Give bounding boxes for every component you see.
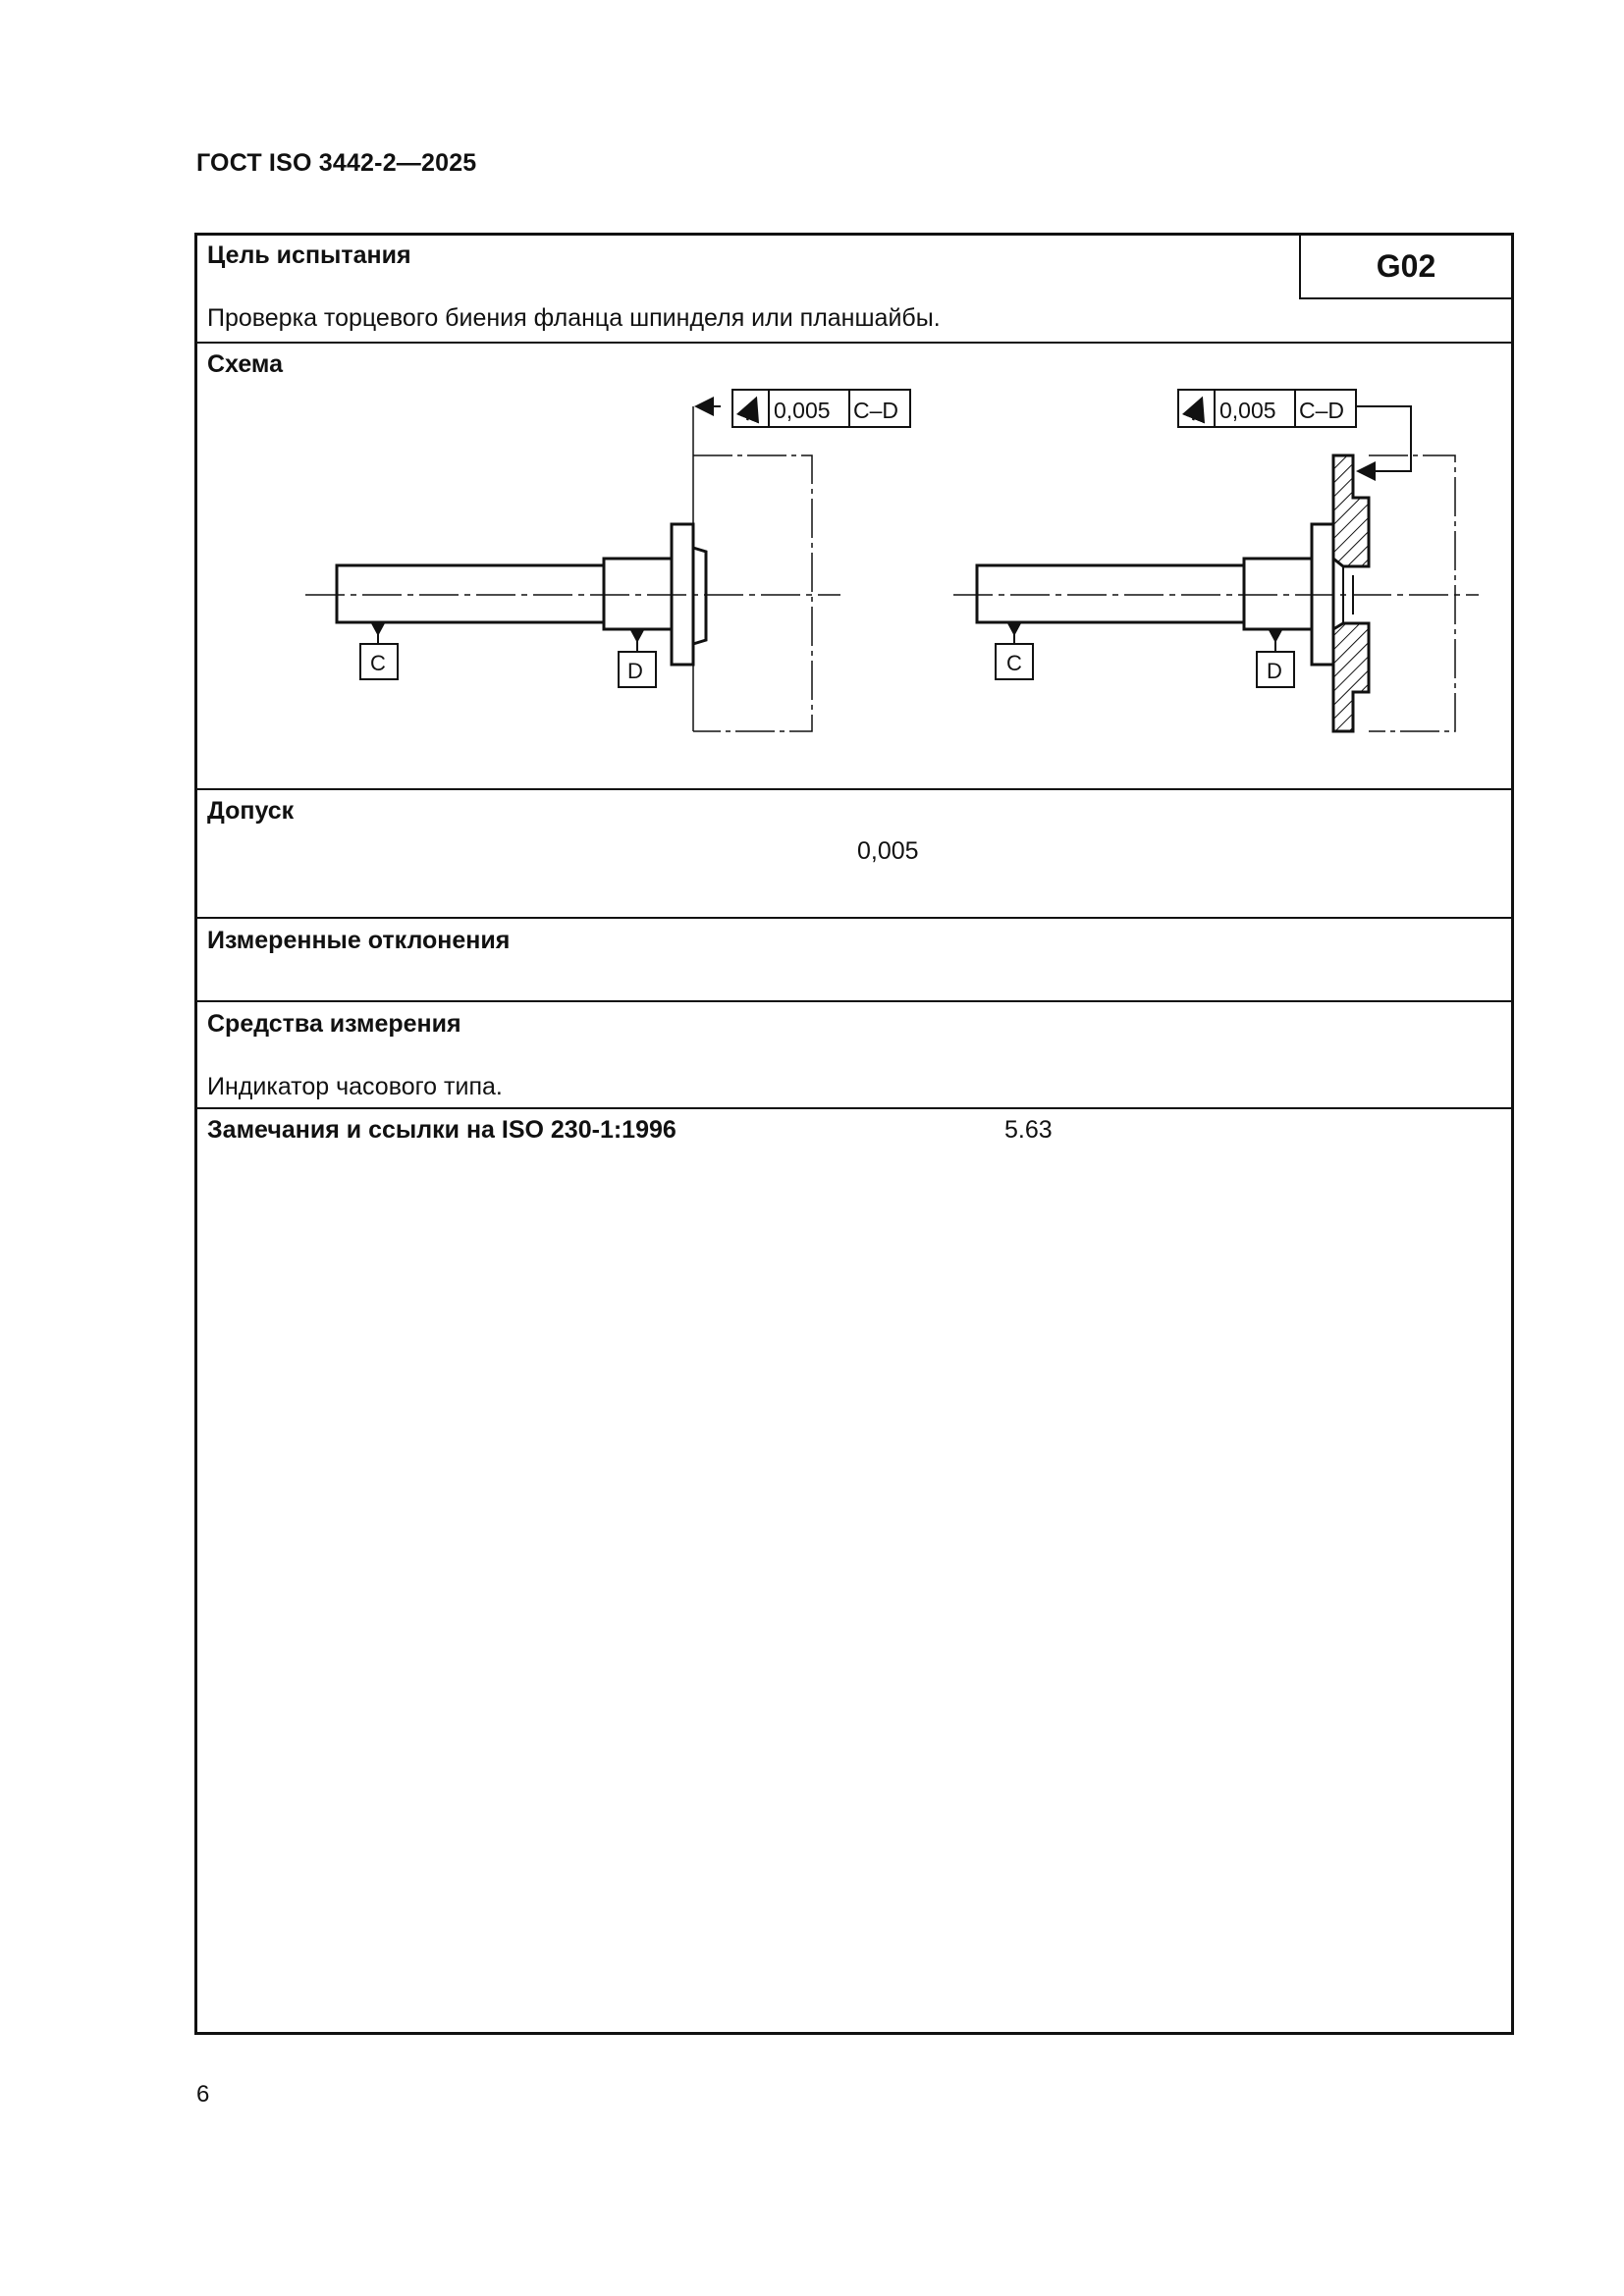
datum-label-c: C xyxy=(1006,651,1022,675)
frame-datum: C–D xyxy=(853,398,899,423)
datum-triangle-c xyxy=(1007,622,1021,635)
spindle-collar xyxy=(604,559,672,629)
frame-datum: C–D xyxy=(1299,398,1345,423)
instruments-label: Средства измерения xyxy=(207,1010,461,1038)
measuring-zone xyxy=(693,455,812,731)
objective-text: Проверка торцевого биения фланца шпинделя или планшайбы. xyxy=(207,304,941,332)
page-number: 6 xyxy=(196,2081,210,2108)
left-figure xyxy=(305,390,910,731)
measured-deviations-label: Измеренные отклонения xyxy=(207,927,511,954)
instruments-text: Индикатор часового типа. xyxy=(207,1073,503,1100)
datum-label-d: D xyxy=(1267,659,1282,683)
measuring-zone xyxy=(1369,455,1455,731)
flange-spigot xyxy=(693,548,706,644)
test-sheet-table xyxy=(194,233,1514,2035)
datum-triangle-c xyxy=(371,622,385,635)
test-code: G02 xyxy=(1299,234,1513,299)
document-header: ГОСТ ISO 3442-2—2025 xyxy=(196,149,477,177)
runout-symbol-icon xyxy=(1193,399,1202,420)
row-divider xyxy=(197,788,1511,790)
remarks-label: Замечания и ссылки на ISO 230-1:1996 xyxy=(207,1116,677,1144)
tolerance-value: 0,005 xyxy=(857,837,919,865)
spindle-shaft xyxy=(977,565,1244,622)
runout-symbol-icon xyxy=(747,399,756,420)
right-figure xyxy=(953,390,1479,731)
datum-label-c: C xyxy=(370,651,386,675)
frame-value: 0,005 xyxy=(1219,398,1276,423)
remarks-value: 5.63 xyxy=(1004,1116,1053,1144)
frame-value: 0,005 xyxy=(774,398,831,423)
leader-line xyxy=(1356,406,1411,471)
tolerance-label: Допуск xyxy=(207,797,295,825)
row-divider xyxy=(197,1000,1511,1002)
spindle-collar xyxy=(1244,559,1312,629)
spindle-shaft xyxy=(337,565,604,622)
row-divider xyxy=(197,1107,1511,1109)
datum-triangle-d xyxy=(630,629,644,642)
scheme-diagram xyxy=(197,383,1513,795)
datum-triangle-d xyxy=(1269,629,1282,642)
row-divider xyxy=(197,342,1511,344)
datum-label-d: D xyxy=(627,659,643,683)
objective-label: Цель испытания xyxy=(207,241,411,269)
scheme-label: Схема xyxy=(207,350,283,378)
row-divider xyxy=(197,917,1511,919)
faceplate-lower-section xyxy=(1333,623,1369,731)
